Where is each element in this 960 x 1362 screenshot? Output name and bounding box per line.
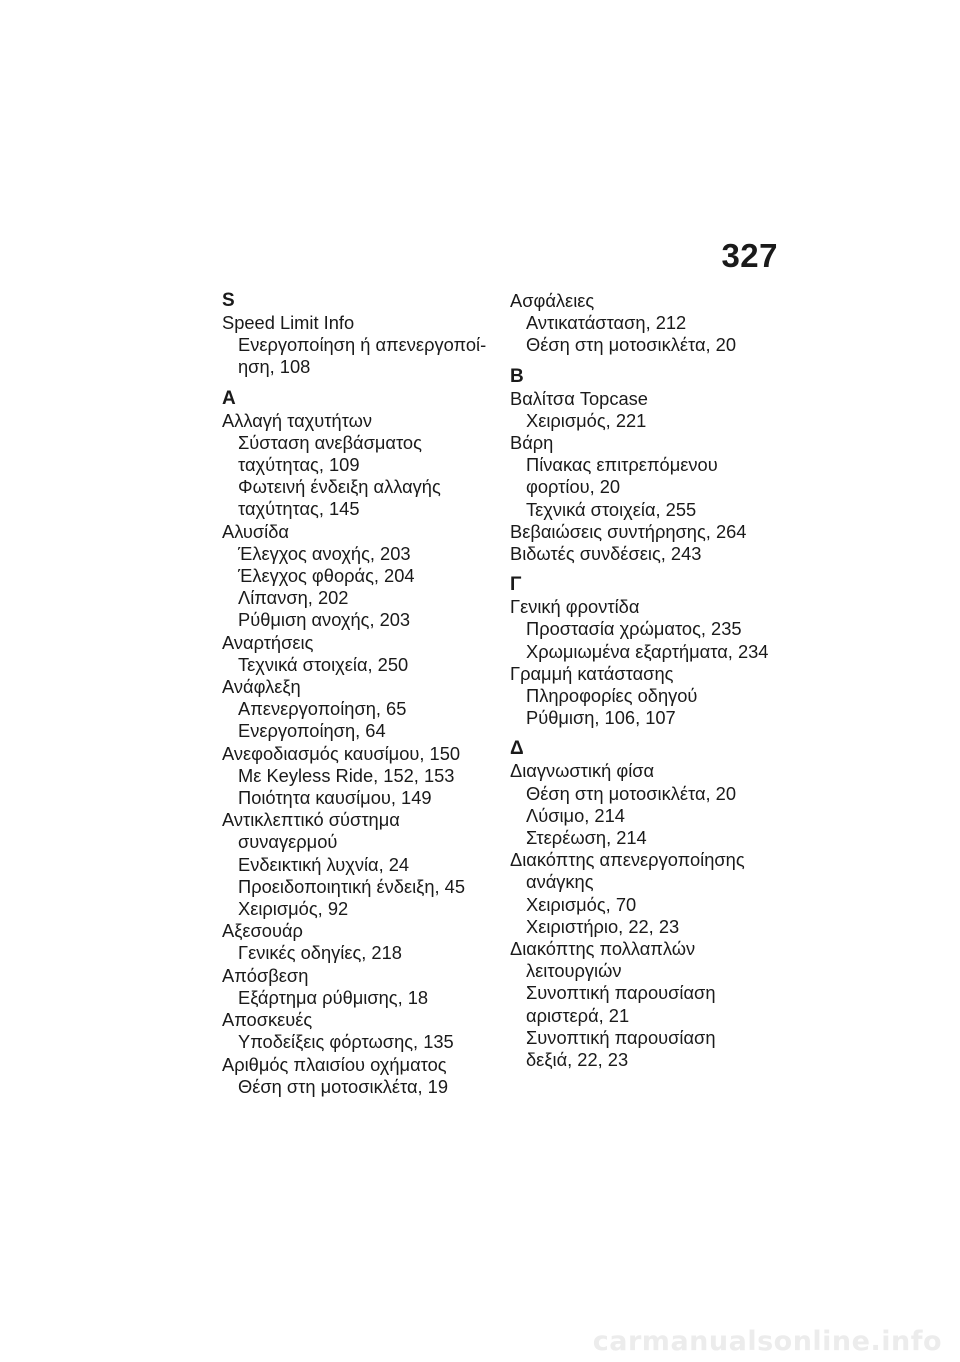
index-subentry: Φωτεινή ένδειξη αλλαγής xyxy=(238,476,441,498)
index-subentry: φορτίου, 20 xyxy=(526,476,621,498)
index-subentry: Θέση στη μοτοσικλέτα, 19 xyxy=(238,1075,449,1097)
index-entry: Αποσκευές xyxy=(222,1009,313,1031)
index-subentry: δεξιά, 22, 23 xyxy=(526,1049,629,1071)
index-subentry: Χειριστήριο, 22, 23 xyxy=(526,915,680,937)
index-entry: Αλλαγή ταχυτήτων xyxy=(222,409,373,431)
index-subentry: Έλεγχος φθοράς, 204 xyxy=(238,565,415,587)
watermark-footer: carmanualsonline.info xyxy=(592,1326,942,1357)
index-subentry: αριστερά, 21 xyxy=(526,1004,630,1026)
index-entry: Βεβαιώσεις συντήρησης, 264 xyxy=(510,520,747,542)
index-subentry: Γενικές οδηγίες, 218 xyxy=(238,942,402,964)
index-subentry: συναγερμού xyxy=(238,831,338,853)
index-subentry: Ποιότητα καυσίμου, 149 xyxy=(238,787,432,809)
index-column-right xyxy=(510,290,780,1071)
section-letter: S xyxy=(222,290,235,311)
page-number: 327 xyxy=(721,237,778,274)
index-entry: Απόσβεση xyxy=(222,964,309,986)
index-subentry: Ενεργοποίηση ή απενεργοποί- xyxy=(238,334,487,356)
index-subentry: Χειρισμός, 221 xyxy=(526,409,647,431)
index-subentry: Ενεργοποίηση, 64 xyxy=(238,720,386,742)
index-entry: Βάρη xyxy=(510,432,554,454)
index-subentry: Θέση στη μοτοσικλέτα, 20 xyxy=(526,782,737,804)
index-entry: Ασφάλειες xyxy=(510,290,595,311)
index-entry: Διακόπτης πολλαπλών xyxy=(510,938,696,960)
index-subentry: Θέση στη μοτοσικλέτα, 20 xyxy=(526,334,737,356)
index-entry: Ανεφοδιασμός καυσίμου, 150 xyxy=(222,742,461,764)
index-subentry: Αντικατάσταση, 212 xyxy=(526,312,687,334)
index-subentry: Με Keyless Ride, 152, 153 xyxy=(238,764,455,786)
index-subentry: Ρύθμιση ανοχής, 203 xyxy=(238,609,411,631)
index-subentry: Συνοπτική παρουσίαση xyxy=(526,982,716,1004)
section-letter: Γ xyxy=(510,574,522,596)
index-subentry: Πίνακας επιτρεπόμενου xyxy=(526,454,718,476)
index-subentry: Εξάρτημα ρύθμισης, 18 xyxy=(238,986,429,1008)
index-subentry: Τεχνικά στοιχεία, 250 xyxy=(238,653,409,675)
index-subentry: Ρύθμιση, 106, 107 xyxy=(526,707,676,729)
index-subentry: λειτουργιών xyxy=(526,960,622,982)
index-subentry: Υποδείξεις φόρτωσης, 135 xyxy=(238,1031,454,1053)
index-column-left xyxy=(222,290,492,1098)
index-subentry: Λύσιμο, 214 xyxy=(526,804,625,826)
index-entry: Ανάφλεξη xyxy=(222,676,301,698)
index-entry: Αντικλεπτικό σύστημα xyxy=(222,809,400,831)
index-entry: Speed Limit Info xyxy=(222,312,355,333)
index-subentry: Χειρισμός, 92 xyxy=(238,898,349,920)
index-entry: Αναρτήσεις xyxy=(222,631,314,653)
index-subentry: ταχύτητας, 145 xyxy=(238,498,360,520)
index-entry: Βαλίτσα Topcase xyxy=(510,387,648,409)
section-letter: Α xyxy=(222,387,236,409)
index-entry: Γραμμή κατάστασης xyxy=(510,662,674,684)
index-entry: Γενική φροντίδα xyxy=(510,596,640,618)
index-subentry: Χρωμιωμένα εξαρτήματα, 234 xyxy=(526,640,769,662)
section-letter: Δ xyxy=(510,738,524,760)
index-subentry: ανάγκης xyxy=(526,871,594,893)
index-entry: Αλυσίδα xyxy=(222,520,289,542)
index-subentry: Ενδεικτική λυχνία, 24 xyxy=(238,853,410,875)
index-entry: Αριθμός πλαισίου οχήματος xyxy=(222,1053,447,1075)
index-entry: Βιδωτές συνδέσεις, 243 xyxy=(510,543,702,565)
index-entry: Διαγνωστική φίσα xyxy=(510,760,655,782)
index-subentry: Χειρισμός, 70 xyxy=(526,893,637,915)
index-subentry: ταχύτητας, 109 xyxy=(238,454,360,476)
index-subentry: Πληροφορίες οδηγού xyxy=(526,685,698,707)
index-subentry: Έλεγχος ανοχής, 203 xyxy=(238,542,411,564)
section-letter: Β xyxy=(510,365,524,387)
index-entry: Διακόπτης απενεργοποίησης xyxy=(510,849,745,871)
index-subentry: Προειδοποιητική ένδειξη, 45 xyxy=(238,875,466,897)
index-subentry: Προστασία χρώματος, 235 xyxy=(526,618,742,640)
index-subentry: Απενεργοποίηση, 65 xyxy=(238,698,407,720)
index-subentry: Στερέωση, 214 xyxy=(526,827,647,849)
index-subentry: Λίπανση, 202 xyxy=(238,587,349,609)
index-subentry: ηση, 108 xyxy=(238,356,311,378)
index-subentry: Συνοπτική παρουσίαση xyxy=(526,1026,716,1048)
index-subentry: Σύσταση ανεβάσματος xyxy=(238,431,422,453)
index-subentry: Τεχνικά στοιχεία, 255 xyxy=(526,498,697,520)
index-entry: Αξεσουάρ xyxy=(222,920,303,942)
